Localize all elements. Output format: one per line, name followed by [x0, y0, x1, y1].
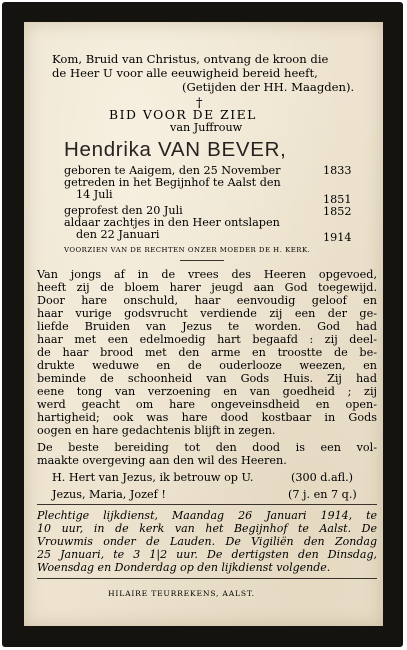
entered-year: 1851 — [323, 193, 352, 206]
prayer-1-indulgence: (300 d.afl.) — [291, 471, 354, 484]
professed-year: 1852 — [323, 205, 352, 218]
eulogy-line: oogen en hare gedachtenis blijft in zegen. — [37, 424, 276, 437]
verse-line-2: de Heer U voor alle eeuwigheid bereid heeft, — [52, 66, 318, 80]
born-line: geboren te Aaigem, den 25 November — [64, 164, 281, 177]
verse-line-1: Kom, Bruid van Christus, ontvang de kroon die — [52, 52, 329, 66]
eulogy-line: Van jongs af in de vrees des Heeren opgevoed, — [37, 268, 377, 281]
eulogy-line: haar met een edelmoedig hart begaafd : zij deel- — [37, 333, 377, 346]
eulogy-line: hartigheid; ook was hare dood kostbaar in Gods — [37, 411, 377, 424]
prayer-2: Jezus, Maria, Jozef ! — [52, 488, 166, 501]
eulogy-line: eene tong van verzoening en van goedheid ; zij — [37, 385, 377, 398]
bid-voor-de-ziel: BID VOOR DE ZIEL — [109, 107, 257, 122]
cross-icon: † — [196, 96, 203, 111]
eulogy-line: de haar brood met den arme en troostte de be- — [37, 346, 377, 359]
eulogy-line: beminde de schoonheid van Gods Huis. Zij had — [37, 372, 377, 385]
prayer-1: H. Hert van Jezus, ik betrouw op U. — [52, 471, 254, 484]
funeral-line: Woensdag en Donderdag op den lijkdienst volgende. — [37, 561, 331, 574]
entered-date: 14 Juli — [76, 188, 113, 201]
deceased-name: Hendrika VAN BEVER, — [64, 138, 287, 161]
funeral-line: 25 Januari, te 3 1|2 uur. De dertigsten den Dinsdag, — [37, 548, 377, 561]
printer-imprint: HILAIRE TEURREKENS, AALST. — [108, 589, 255, 598]
died-date: den 22 Januari — [76, 228, 160, 241]
eulogy-line: heeft zij de bloem harer jeugd aan God toegewijd. — [37, 281, 377, 294]
sacraments-line: VOORZIEN VAN DE RECHTEN ONZER MOEDER DE H. KERK. — [64, 246, 311, 254]
eulogy-line: Door hare onschuld, haar eenvoudig geloof en — [37, 294, 377, 307]
professed-line: geprofest den 20 Juli — [64, 204, 183, 217]
funeral-line: Plechtige lijkdienst, Maandag 26 Januari 1914, te — [37, 509, 377, 522]
rule-below-funeral — [37, 578, 377, 579]
eulogy-line: werd geacht om hare ongeveinsdheid en open- — [37, 398, 377, 411]
eulogy-line: haar vurige godsvrucht verdiende zij een der ge- — [37, 307, 377, 320]
closing-line: De beste bereiding tot den dood is een vol- — [37, 441, 377, 454]
funeral-line: Vrouwmis onder de Lauden. De Vigiliën den Zondag — [37, 535, 377, 548]
died-line: aldaar zachtjes in den Heer ontslapen — [64, 216, 280, 229]
entered-line: getreden in het Begijnhof te Aalst den — [64, 176, 281, 189]
honorific: van Juffrouw — [170, 121, 243, 134]
died-year: 1914 — [323, 231, 352, 244]
prayer-2-indulgence: (7 j. en 7 q.) — [288, 488, 357, 501]
funeral-line: 10 uur, in de kerk van het Begijnhof te Aalst. De — [37, 522, 377, 535]
born-year: 1833 — [323, 164, 352, 177]
verse-source: (Getijden der HH. Maagden). — [182, 80, 355, 94]
closing-line: maakte overgeving aan den wil des Heeren. — [37, 454, 287, 467]
eulogy-line: drukte weduwe en de ouderlooze weezen, en — [37, 359, 377, 372]
divider-rule — [180, 260, 224, 261]
rule-above-funeral — [37, 504, 377, 505]
eulogy-line: liefde Bruiden van Jezus te worden. God had — [37, 320, 377, 333]
